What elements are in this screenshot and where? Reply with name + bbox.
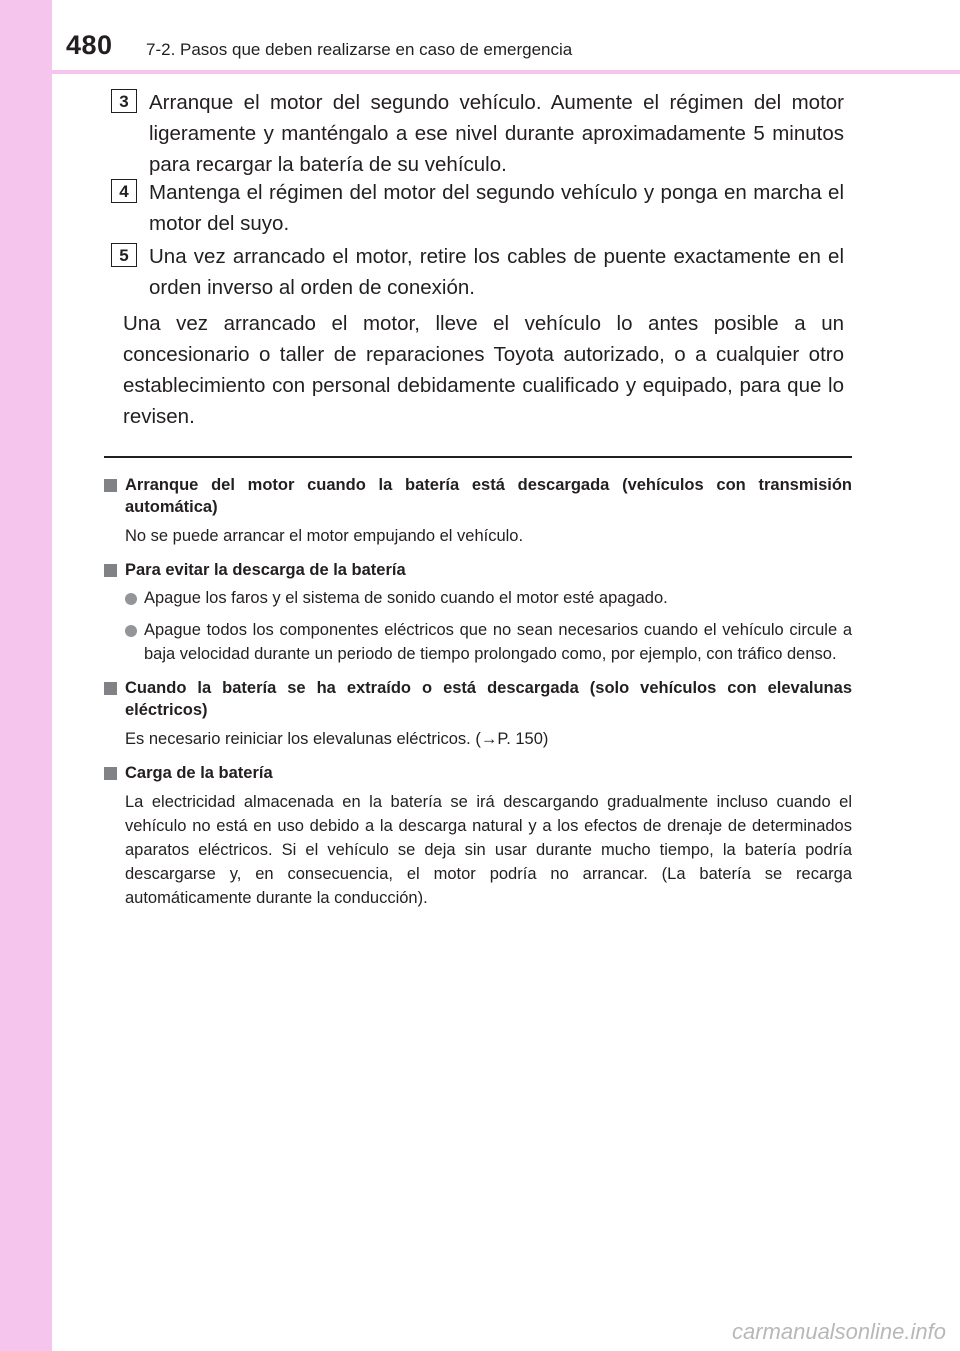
note-block: [104, 762, 852, 910]
square-bullet-icon: [104, 564, 117, 577]
note-body: La electricidad almacenada en la batería se irá descargando gradualmente incluso cuando el vehículo no está en uso debido a la descarga natural y a los efectos de drenaje de determinados aparatos eléctricos. Si el vehículo se deja sin usar durante mucho tiempo, la batería podría descargarse y, en consecuencia, el motor podría no arrancar. (La batería se recarga automáticamente durante la conducción).: [125, 793, 852, 907]
bullet-item: [104, 586, 852, 610]
page-number: 480: [66, 30, 113, 60]
bullet-text: Apague los faros y el sistema de sonido cuando el motor esté apagado.: [144, 589, 668, 607]
note-heading-text: Arranque del motor cuando la batería está descargada (vehículos con transmisión automática): [125, 476, 852, 516]
step-number-badge: 3: [111, 89, 137, 113]
step-number-badge: 4: [111, 179, 137, 203]
note-heading-text: Cuando la batería se ha extraído o está descargada (solo vehículos con elevalunas eléctricos): [125, 679, 852, 719]
note-heading: [104, 474, 852, 518]
note-heading-text: Para evitar la descarga de la batería: [125, 561, 406, 579]
step-3: [111, 87, 844, 180]
note-heading: [104, 762, 852, 784]
note-block: [104, 677, 852, 751]
section-title: 7-2. Pasos que deben realizarse en caso de emergencia: [146, 40, 573, 59]
side-tab-strip: [0, 0, 52, 1351]
step-4: [111, 177, 844, 239]
step-text: Una vez arrancado el motor, retire los cables de puente exactamente en el orden inverso al orden de conexión.: [149, 245, 844, 299]
square-bullet-icon: [104, 479, 117, 492]
circle-bullet-icon: [125, 625, 137, 637]
step-text: Arranque el motor del segundo vehículo. Aumente el régimen del motor ligeramente y manténgalo a ese nivel durante aproximadamente 5 minutos para recargar la batería de su vehículo.: [149, 91, 844, 176]
step-text: Mantenga el régimen del motor del segundo vehículo y ponga en marcha el motor del suyo.: [149, 181, 844, 235]
circle-bullet-icon: [125, 593, 137, 605]
square-bullet-icon: [104, 767, 117, 780]
note-block: [104, 474, 852, 548]
note-heading: [104, 677, 852, 721]
note-body: No se puede arrancar el motor empujando el vehículo.: [125, 527, 524, 545]
notes-section: [104, 474, 852, 921]
bullet-item: [104, 618, 852, 666]
bullet-text: Apague todos los componentes eléctricos que no sean necesarios cuando el vehículo circule a baja velocidad durante un periodo de tiempo prolongado como, por ejemplo, con tráfico denso.: [144, 621, 852, 663]
section-divider: [104, 456, 852, 458]
note-heading: [104, 559, 852, 581]
square-bullet-icon: [104, 682, 117, 695]
step-5: [111, 241, 844, 303]
note-block: [104, 559, 852, 666]
note-body: Es necesario reiniciar los elevalunas eléctricos. (→P. 150): [125, 730, 549, 748]
closing-paragraph: Una vez arrancado el motor, lleve el vehículo lo antes posible a un concesionario o taller de reparaciones Toyota autorizado, o a cualquier otro establecimiento con personal debidamente cualificado y equipado, para que lo revisen.: [123, 312, 844, 428]
watermark: carmanualsonline.info: [731, 1319, 946, 1344]
note-heading-text: Carga de la batería: [125, 764, 273, 782]
header-rule: [52, 70, 960, 74]
step-number-badge: 5: [111, 243, 137, 267]
